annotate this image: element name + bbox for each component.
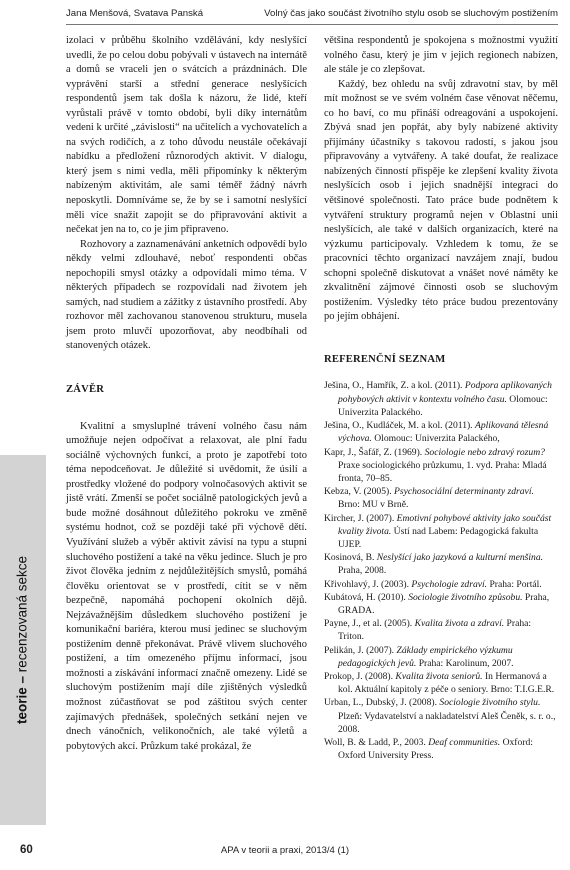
reference-item — [324, 591, 558, 617]
reference-title: Základy empirického výzkumu pedagogických jevů. — [338, 644, 513, 669]
reference-authors: Kapr, J., Šafář, Z. (1969). — [324, 446, 425, 458]
reference-item — [324, 736, 558, 762]
reference-title: Psychologie zdraví. — [411, 578, 488, 590]
paragraph: Každý, bez ohledu na svůj zdravotní stav, by měl mít možnost se ve svém volném čase věnovat něčemu, co ho baví, co mu přináší odreagování a uspokojení. Zbývá snad jen popřát, aby byly nabízené aktivity přijímány účastníky s takovou radostí, s jakou jsou připravovány a vytvářeny. A také doufat, že realizace nabízených činností přispěje ke zlepšení kvality života neslyšících osob i jejich snadnější integraci do většinové společnosti. Tato práce bude podnětem k vytváření struktury programů nejen v Oblastní unii neslyšících, ale také v dalších organizacích, které na výzkumu participovaly. Vzhledem k tomu, že se pracovníci těchto organizací navzájem znají, budou schopni společně diskutovat a vnášet nové náměty ke zkvalitnění zájmové činnosti osob se sluchovým postižením. Výsledky této práce budou prezentovány po jejím obhájení. — [324, 78, 558, 323]
section-label — [15, 556, 30, 724]
paragraph: Kvalitní a smysluplné trávení volného času nám umožňuje nejen odpočívat a relaxovat, ale plní řadu sociálně výchovných funkcí, a proto je zapotřebí toto téma nepodceňovat. Je důležité si uvědomit, že úsilí a prostředky vložené do podpory volnočasových aktivit se jistě vrátí. Zmenší se počet sociálně patologických jevů a bude možné dosáhnout důležitého pokroku ve změně systému hodnot, což se později také při výchově dětí. Využívání služeb a výběr aktivit závisí na typu a stupni sluchového postižení a také na věku jedince. Sluch je pro život člověka jedním z nejdůležitějších smyslů, pomáhá člověku orientovat se v prostředí, cítit se v něm bezpečně, napomáhá pochopení okolních dějů. Nejzávažnějším důsledkem sluchového postižení je komunikační bariéra, kterou musí jedinec se sluchovým postižením denně překonávat. Právě vlivem sluchového postižení, a tím omezeného příjmu informací, jsou možnosti a získávání informací značně omezeny. Lidé se sluchovým postižením mají díle zjištěných výsledků možnost zúčastňovat se pod záštitou svých center zajímavých přednášek, společných setkání nejen ve dnech vánočních, velikonočních, ale také výletů a pobytových akcí. Průzkum také prokázal, že — [66, 420, 307, 752]
paragraph: většina respondentů je spokojena s možnostmi využití volného času, který je jim v jejich regionech nabízen, ale stále je co zlepšovat. — [324, 35, 558, 76]
reference-authors: Kircher, J. (2007). — [324, 512, 397, 524]
running-header — [66, 6, 558, 22]
reference-authors: Kubátová, H. (2010). — [324, 591, 409, 603]
reference-item — [324, 617, 558, 643]
reference-authors: Pelikán, J. (2007). — [324, 644, 397, 656]
page-number: 60 — [20, 844, 33, 856]
reference-title: Sociologie životního stylu. — [439, 697, 541, 709]
reference-authors: Payne, J., et al. (2005). — [324, 618, 415, 630]
reference-authors: Kosinová, B. — [324, 552, 377, 564]
reference-title: Neslyšící jako jazyková a kulturní menšina. — [376, 552, 544, 564]
reference-title: Kvalita života a zdraví. — [414, 618, 505, 630]
reference-authors: Woll, B. & Ladd, P., 2003. — [324, 736, 429, 748]
reference-title: Deaf communities. — [428, 736, 501, 748]
reference-authors: Křivohlavý, J. (2003). — [324, 578, 412, 590]
conclusion-heading: ZÁVĚR — [66, 384, 105, 396]
section-dash: – — [14, 672, 30, 688]
reference-authors: Ješina, O., Kudláček, M. a kol. (2011). — [324, 420, 475, 432]
header-article-title: Volný čas jako součást životního stylu osob se sluchovým postižením — [264, 8, 558, 19]
reference-authors: Prokop, J. (2008). — [324, 670, 396, 682]
reference-publisher: Praha, GRADA. — [338, 591, 550, 616]
header-rule — [66, 24, 558, 25]
reference-authors: Ješina, O., Hamřík, Z. a kol. (2011). — [324, 380, 465, 392]
paragraph: Rozhovory a zaznamenávání anketních odpovědí bylo někdy velmi zdlouhavé, neboť respondenti občas nepochopili smysl otázky a odpovídali mimo téma. V některých případech se rozpovídali nad životem jeh samých, nad studiem a zážitky z ústavního prostředí. Aby rozhovor měl zachovanou stanovenou strukturu, musela jsem proto mluvčí upozorňovat, aby neodbíhali od stanovených otázek. — [66, 238, 307, 352]
header-authors: Jana Menšová, Svatava Panská — [66, 8, 204, 19]
left-column — [66, 34, 307, 754]
reference-item — [324, 670, 558, 696]
section-name: teorie — [14, 687, 30, 725]
reference-title: Sociologie životního způsobu. — [408, 591, 523, 603]
reference-publisher: Brno: MU v Brně. — [338, 499, 409, 511]
journal-citation: APA v teorii a praxi, 2013/4 (1) — [220, 845, 350, 856]
paragraph: izolaci v průběhu školního vzdělávání, kdy neslyšící uvedli, že po celou dobu pobývali v ústavech na internátě a domů se vraceli jen o svátcích a prázdninách. Dle vyprávění starší a střední generace neslyšících respondentů jsem tak došla k názoru, že lidé, kteří vyrůstali právě v tomto období, byli díky internátům vedeni k určité „závislosti“ na učitelích a vychovatelích a na svých rodičích, a z toho důvodu neustále očekávají nabídku a předložení různorodých aktivit. V dialogu, který jsem s nimi vedla, měli připomínky k některým nabízeným aktivitám, ale sami téměř žádný návrh neposkytli. Domníváme se, že by se i samotní neslyšící měli více snažit zapojit se do připravování aktivit a nečekat jen na to, co je jim připraveno. — [66, 35, 307, 236]
reference-item — [324, 578, 558, 591]
reference-title: Sociologie nebo zdravý rozum? — [424, 446, 545, 458]
reference-title: Aplikovaná tělesná výchova. — [338, 420, 549, 445]
reference-title: Podpora aplikovaných pohybových aktivit v kontextu volného času. — [338, 380, 552, 405]
reference-publisher: Praha: Portál. — [487, 578, 542, 590]
reference-publisher: Praha: Triton. — [338, 618, 532, 643]
reference-publisher: Praha, 2008. — [338, 565, 387, 577]
reference-item — [324, 644, 558, 670]
reference-item — [324, 446, 558, 486]
right-column — [324, 34, 558, 762]
reference-item — [324, 696, 558, 736]
reference-item — [324, 512, 558, 552]
reference-publisher: Praha: Karolinum, 2007. — [416, 657, 514, 669]
reference-item — [324, 485, 558, 511]
reference-publisher: Praxe sociologického průzkumu, 1. vyd. Praha: Mladá fronta, 70–85. — [338, 459, 547, 484]
reference-title: Psychosociální determinanty zdraví. — [394, 486, 534, 498]
reference-publisher: In Hermanová a kol. Aktuální kapitoly z péče o seniory. Brno: T.I.G.E.R. — [338, 670, 555, 696]
reference-authors: Urban, L., Dubský, J. (2008). — [324, 697, 440, 709]
page-footer — [0, 844, 570, 860]
reference-publisher: Oxford: Oxford University Press. — [338, 736, 533, 762]
reference-title: Kvalita života seniorů. — [395, 670, 483, 682]
reference-publisher: Ústí nad Labem: Pedagogická fakulta UJEP. — [338, 525, 539, 550]
subsection-name: recenzovaná sekce — [14, 555, 30, 673]
reference-list — [324, 379, 558, 762]
reference-title: Emotivní pohybové aktivity jako součást kvality života. — [338, 512, 552, 537]
reference-item — [324, 551, 558, 577]
reference-item — [324, 419, 558, 445]
reference-authors: Kebza, V. (2005). — [324, 486, 394, 498]
reference-publisher: Olomouc: Univerzita Palackého. — [338, 393, 548, 418]
references-heading: REFERENČNÍ SEZNAM — [324, 353, 446, 365]
reference-publisher: Olomouc: Univerzita Palackého, — [371, 433, 500, 445]
reference-publisher: Plzeň: Vydavatelství a nakladatelství Aleš Čeněk, s. r. o., 2008. — [338, 710, 556, 735]
reference-item — [324, 379, 558, 419]
